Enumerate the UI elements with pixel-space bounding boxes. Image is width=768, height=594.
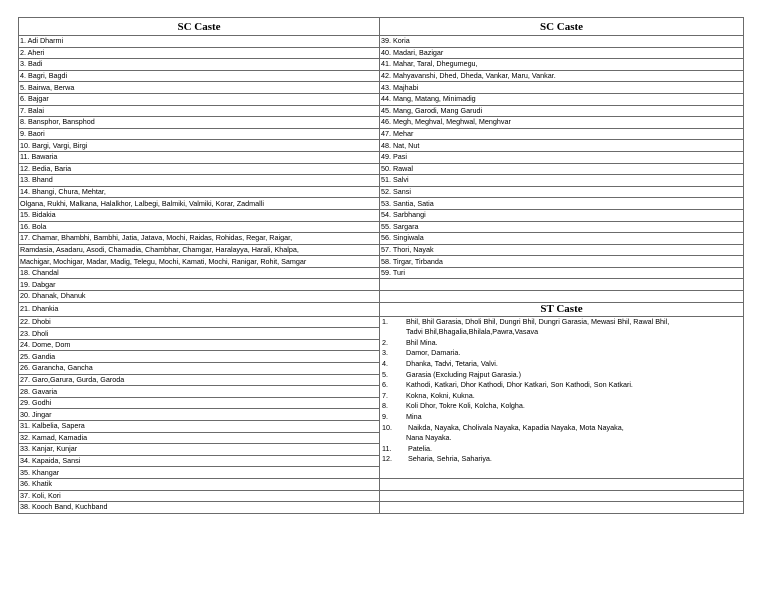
st-caste-text: Tadvi Bhil,Bhagalia,Bhilala,Pawra,Vasava [406,327,539,337]
empty-cell [380,478,744,490]
sc-caste-entry-right: 48. Nat, Nut [380,140,744,152]
table-row [19,186,744,198]
st-caste-text: Naikda, Nayaka, Cholivala Nayaka, Kapadia Nayaka, Mota Nayaka, [408,422,624,432]
table-row [19,82,744,94]
sc-caste-entry-left: 36. Khatik [19,478,380,490]
table-row [19,47,744,59]
st-caste-item [380,327,743,338]
sc-caste-entry-left: 29. Godhi [19,397,380,409]
table-row [19,233,744,245]
table-row [19,70,744,82]
sc-caste-entry-left: 14. Bhangi, Chura, Mehtar, [19,186,380,198]
st-caste-header: ST Caste [380,302,744,316]
empty-cell [380,490,744,502]
sc-caste-entry-right: 50. Rawal [380,163,744,175]
sc-caste-entry-right: 41. Mahar, Taral, Dhegumegu, [380,59,744,71]
sc-caste-entry-right: 58. Tirgar, Tirbanda [380,256,744,268]
st-caste-text: Seharia, Sehria, Sahariya. [408,454,492,464]
st-caste-number: 9. [382,412,388,421]
st-caste-item [380,370,743,381]
sc-caste-entry-right: 43. Majhabi [380,82,744,94]
caste-list-sheet [18,17,743,514]
st-caste-item [380,338,743,349]
sc-caste-entry-right: 46. Megh, Meghval, Meghwal, Menghvar [380,117,744,129]
table-row [19,291,744,303]
empty-cell [380,502,744,514]
sc-caste-entry-left: 32. Kamad, Kamadia [19,432,380,444]
table-row [19,198,744,210]
sc-caste-entry-right: 44. Mang, Matang, Minimadig [380,93,744,105]
st-caste-number: 6. [382,380,388,390]
st-caste-text: Koli Dhor, Tokre Koli, Kolcha, Kolgha. [406,401,525,411]
sc-caste-entry-left: 22. Dhobi [19,316,380,328]
sc-caste-entry-left: 30. Jingar [19,409,380,421]
sc-caste-entry-left: 10. Bargi, Vargi, Birgi [19,140,380,152]
sc-caste-entry-left: 34. Kapaida, Sansi [19,455,380,467]
st-caste-item [380,391,743,402]
st-caste-item [380,412,743,423]
sc-caste-entry-left: Ramdasia, Asadaru, Asodi, Chamadia, Chambhar, Chamgar, Haralayya, Harali, Khalpa, [19,244,380,256]
sc-caste-entry-right: 47. Mehar [380,128,744,140]
sc-caste-entry-left: 27. Garo,Garura, Gurda, Garoda [19,374,380,386]
table-row [19,93,744,105]
table-row [19,490,744,502]
st-caste-number: 4. [382,359,388,369]
sc-caste-entry-right: 53. Santia, Satia [380,198,744,210]
sc-caste-entry-left: 9. Baori [19,128,380,140]
sc-caste-entry-left: 11. Bawaria [19,151,380,163]
sc-caste-entry-left: 23. Dholi [19,328,380,340]
st-caste-list [380,316,744,478]
table-row [19,267,744,279]
sc-caste-entry-left: 21. Dhankia [19,302,380,316]
sc-caste-entry-left: 33. Kanjar, Kunjar [19,444,380,456]
st-caste-number: 3. [382,348,388,358]
sc-caste-entry-left: 24. Dome, Dom [19,339,380,351]
empty-cell [380,291,744,303]
sc-caste-entry-left: 8. Bansphor, Bansphod [19,117,380,129]
sc-caste-entry-right: 54. Sarbhangi [380,209,744,221]
sc-caste-entry-right: 49. Pasi [380,151,744,163]
sc-caste-entry-left: 13. Bhand [19,175,380,187]
sc-caste-entry-left: 17. Chamar, Bhambhi, Bambhi, Jatia, Jatava, Mochi, Raidas, Rohidas, Regar, Raigar, [19,233,380,245]
sc-caste-entry-right: 52. Sansi [380,186,744,198]
st-caste-number: 7. [382,390,388,400]
sc-caste-entry-left: 6. Bajgar [19,93,380,105]
st-caste-number: 10. [382,422,392,432]
table-row [19,316,744,328]
sc-caste-entry-left: 1. Adi Dharmi [19,36,380,48]
sc-caste-entry-left: 7. Balai [19,105,380,117]
table-row [19,105,744,117]
table-row [19,140,744,152]
table-row [19,302,744,316]
sc-caste-entry-left: 38. Kooch Band, Kuchband [19,502,380,514]
sc-caste-entry-left: 37. Koli, Kori [19,490,380,502]
st-caste-item [380,454,743,465]
st-caste-number: 11. [382,443,392,453]
sc-caste-entry-left: 18. Chandal [19,267,380,279]
st-caste-item [380,423,743,434]
sc-caste-entry-right: 57. Thori, Nayak [380,244,744,256]
st-caste-item [380,433,743,444]
st-caste-item [380,317,743,328]
sc-caste-entry-right: 56. Singiwala [380,233,744,245]
sc-caste-entry-left: 35. Khangar [19,467,380,479]
st-caste-number: 8. [382,401,388,411]
st-caste-text: Bhil Mina. [406,337,438,347]
sc-caste-entry-left: 2. Aheri [19,47,380,59]
sc-caste-entry-left: 16. Bola [19,221,380,233]
st-caste-item [380,444,743,455]
table-row [19,256,744,268]
table-row [19,478,744,490]
sc-caste-entry-left: 5. Bairwa, Berwa [19,82,380,94]
table-row [19,151,744,163]
st-caste-text: Kathodi, Katkari, Dhor Kathodi, Dhor Katkari, Son Kathodi, Son Katkari. [406,380,633,390]
st-caste-item [380,401,743,412]
st-caste-text: Patelia. [408,443,432,453]
sc-caste-entry-right: 40. Madari, Bazigar [380,47,744,59]
table-row [19,36,744,48]
table-row [19,221,744,233]
caste-table-body [19,18,744,514]
table-row [19,279,744,291]
st-caste-text: Dhanka, Tadvi, Tetaria, Valvi. [406,359,498,369]
st-caste-text: Kokna, Kokni, Kukna. [406,390,475,400]
sc-caste-entry-right: 39. Koria [380,36,744,48]
sc-caste-entry-left: 20. Dhanak, Dhanuk [19,291,380,303]
table-row [19,209,744,221]
sc-caste-entry-right: 42. Mahyavanshi, Dhed, Dheda, Vankar, Maru, Vankar. [380,70,744,82]
empty-cell [380,279,744,291]
table-row [19,59,744,71]
sc-caste-entry-left: 28. Gavaria [19,386,380,398]
sc-caste-header-right: SC Caste [380,18,744,36]
st-caste-text: Damor, Damaria. [406,348,461,358]
st-caste-number: 1. [382,316,388,326]
table-row [19,502,744,514]
sc-caste-entry-left: 15. Bidakia [19,209,380,221]
sc-caste-entry-right: 55. Sargara [380,221,744,233]
sc-caste-header-left: SC Caste [19,18,380,36]
table-row [19,128,744,140]
sc-caste-entry-left: 3. Badi [19,59,380,71]
header-row [19,18,744,36]
st-caste-text: Nana Nayaka. [406,433,452,443]
caste-table [18,17,744,514]
sc-caste-entry-right: 45. Mang, Garodi, Mang Garudi [380,105,744,117]
sc-caste-entry-left: 19. Dabgar [19,279,380,291]
table-row [19,175,744,187]
sc-caste-entry-left: 12. Bedia, Baria [19,163,380,175]
st-caste-number: 5. [382,369,388,379]
table-row [19,244,744,256]
sc-caste-entry-left: 25. Gandia [19,351,380,363]
sc-caste-entry-right: 51. Salvi [380,175,744,187]
st-caste-text: Garasia (Excluding Rajput Garasia.) [406,369,522,379]
st-caste-item [380,380,743,391]
st-caste-number: 2. [382,337,388,347]
st-caste-number: 12. [382,454,392,464]
table-row [19,117,744,129]
sc-caste-entry-left: 31. Kalbelia, Sapera [19,421,380,433]
sc-caste-entry-left: Olgana, Rukhi, Malkana, Halalkhor, Lalbegi, Balmiki, Valmiki, Korar, Zadmalli [19,198,380,210]
sc-caste-entry-left: 4. Bagri, Bagdi [19,70,380,82]
st-caste-text: Bhil, Bhil Garasia, Dholi Bhil, Dungri Bhil, Dungri Garasia, Mewasi Bhil, Rawal Bhil, [406,316,670,326]
sc-caste-entry-right: 59. Turi [380,267,744,279]
st-caste-text: Mina [406,412,422,421]
sc-caste-entry-left: 26. Garancha, Gancha [19,363,380,375]
st-caste-item [380,359,743,370]
sc-caste-entry-left: Machigar, Mochigar, Madar, Madig, Telegu, Mochi, Kamati, Mochi, Ranigar, Rohit, Samgar [19,256,380,268]
table-row [19,163,744,175]
st-caste-item [380,348,743,359]
